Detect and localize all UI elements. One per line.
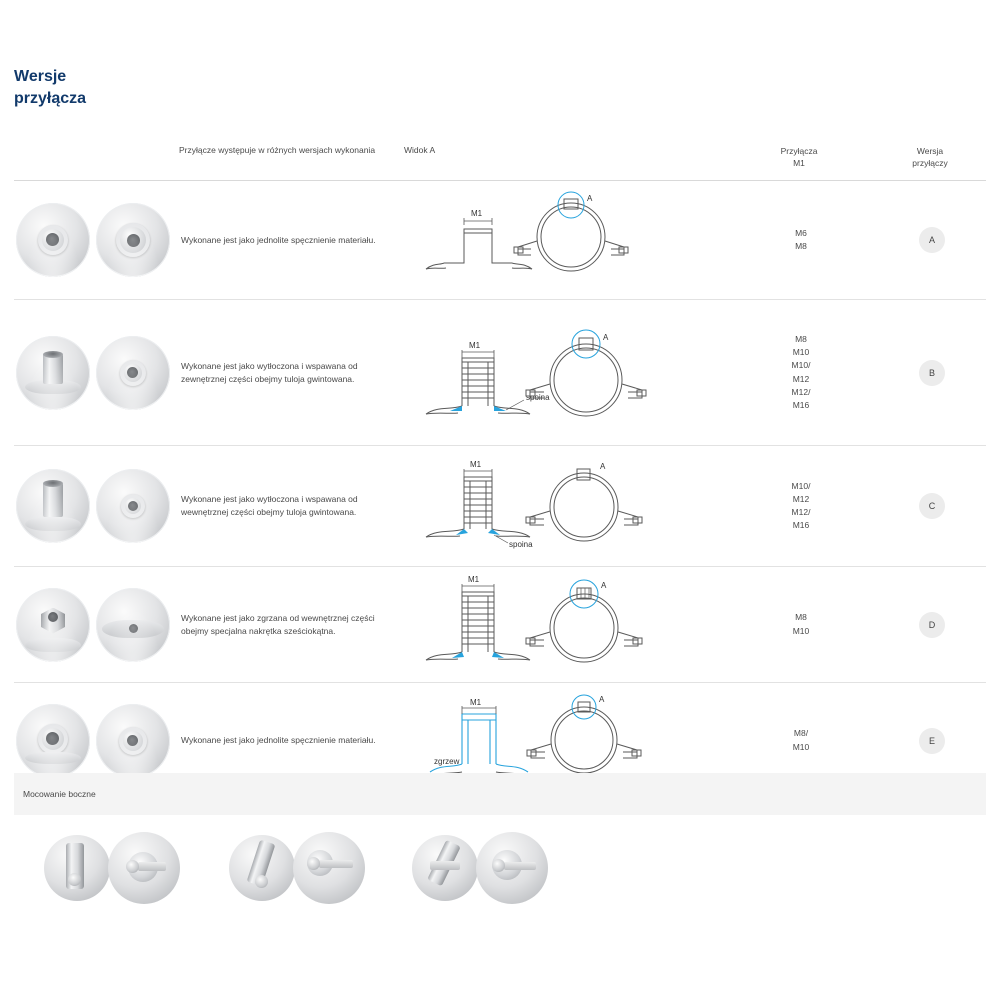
row-version (876, 493, 988, 519)
drawing-label-zgrzew: zgrzew (434, 756, 460, 766)
version-badge: A (919, 227, 945, 253)
photo-connection-a-2 (96, 203, 170, 277)
row-threads (726, 611, 876, 637)
row-photos (14, 469, 181, 543)
side-mount-pair-2 (229, 832, 365, 904)
side-mount-gallery (14, 822, 986, 932)
thread-value: M8 (795, 612, 807, 623)
row-photos (14, 336, 181, 410)
page-title-line-1: Wersje (14, 68, 67, 85)
photo-connection-b-1 (16, 336, 90, 410)
drawing-label-a: A (587, 194, 593, 203)
row-version (876, 728, 988, 754)
row-description: Wykonane jest jako zgrzana od wewnętrznej części obejmy specjalna nakrętka sześciokątna. (181, 612, 375, 636)
side-mount-band (14, 773, 986, 815)
row-threads (726, 727, 876, 753)
photo-connection-e-1 (16, 704, 90, 778)
thread-value: M8 (795, 333, 807, 344)
row-photos (14, 704, 181, 778)
row-drawing (406, 570, 726, 680)
row-photos (14, 203, 181, 277)
row-photos (14, 588, 181, 662)
row-description: Wykonane jest jako jednolite spęcznienie materiału. (181, 735, 376, 746)
thread-value: M10 (792, 625, 810, 636)
row-drawing (406, 185, 726, 295)
row-description: Wykonane jest jako jednolite spęcznienie materiału. (181, 234, 376, 245)
table-row (14, 446, 986, 567)
table-row (14, 181, 986, 300)
thread-value: M10 (792, 347, 810, 358)
row-version (876, 360, 988, 386)
row-version (876, 227, 988, 253)
header-threads (724, 145, 874, 170)
row-description: Wykonane jest jako wytłoczona i wspawana od zewnętrznej części obejmy tuloja gwintowana. (181, 360, 358, 384)
page-title (14, 66, 234, 109)
drawing-label-a: A (603, 332, 609, 342)
version-badge: E (919, 728, 945, 754)
table-row (14, 300, 986, 446)
thread-value: M12/ (791, 386, 811, 397)
side-mount-photo-1a (44, 835, 110, 901)
drawing-label-a: A (599, 694, 605, 704)
row-drawing (406, 451, 726, 561)
header-threads-line-1: Przyłącza (780, 146, 818, 156)
side-mount-photo-3a (412, 835, 478, 901)
thread-value: M12 (792, 493, 810, 504)
version-badge: B (919, 360, 945, 386)
page-title-line-2: przyłącza (14, 89, 87, 107)
photo-connection-c-1 (16, 469, 90, 543)
drawing-label-m1: M1 (469, 340, 481, 350)
row-description: Wykonane jest jako wytłoczona i wspawana od wewnętrznej części obejmy tuloja gwintowana. (181, 494, 358, 517)
row-drawing (406, 318, 726, 428)
header-description: Przyłącze występuje w różnych wersjach wykonania (179, 145, 376, 155)
side-mount-photo-1b (108, 832, 180, 904)
side-mount-pair-1 (44, 832, 180, 904)
header-view-a: Widok A (404, 145, 436, 155)
table-header-row (14, 133, 986, 181)
row-threads (726, 480, 876, 533)
header-version (874, 145, 986, 170)
drawing-label-m1: M1 (470, 460, 482, 469)
thread-value: M10/ (791, 480, 811, 491)
photo-connection-e-2 (96, 704, 170, 778)
row-version (876, 612, 988, 638)
thread-value: M10 (792, 741, 810, 752)
drawing-label-m1: M1 (471, 209, 483, 218)
drawing-label-m1: M1 (470, 697, 482, 707)
thread-value: M12 (792, 373, 810, 384)
drawing-label-a: A (601, 580, 607, 590)
side-mount-photo-3b (476, 832, 548, 904)
photo-connection-d-2 (96, 588, 170, 662)
version-badge: D (919, 612, 945, 638)
drawing-label-spoina: spoina (509, 540, 533, 549)
side-mount-pair-3 (412, 832, 548, 904)
thread-value: M16 (792, 520, 810, 531)
table-row (14, 567, 986, 683)
thread-value: M6 (795, 227, 807, 238)
photo-connection-c-2 (96, 469, 170, 543)
drawing-label-spoina: spoina (526, 392, 550, 402)
side-mount-photo-2a (229, 835, 295, 901)
header-version-line-2: przyłączy (912, 158, 948, 169)
versions-table (14, 133, 986, 798)
row-threads (726, 333, 876, 412)
row-threads (726, 227, 876, 253)
photo-connection-d-1 (16, 588, 90, 662)
drawing-label-a: A (600, 462, 606, 471)
photo-connection-a-1 (16, 203, 90, 277)
version-badge: C (919, 493, 945, 519)
header-threads-line-2: M1 (793, 158, 805, 169)
thread-value: M8/ (793, 728, 809, 739)
thread-value: M12/ (791, 507, 811, 517)
thread-value: M16 (792, 399, 810, 410)
side-mount-label: Mocowanie boczne (23, 789, 96, 799)
thread-value: M8 (795, 241, 807, 251)
thread-value: M10/ (791, 360, 811, 371)
drawing-label-m1: M1 (468, 574, 480, 584)
photo-connection-b-2 (96, 336, 170, 410)
side-mount-photo-2b (293, 832, 365, 904)
header-version-line-1: Wersja (916, 146, 944, 156)
